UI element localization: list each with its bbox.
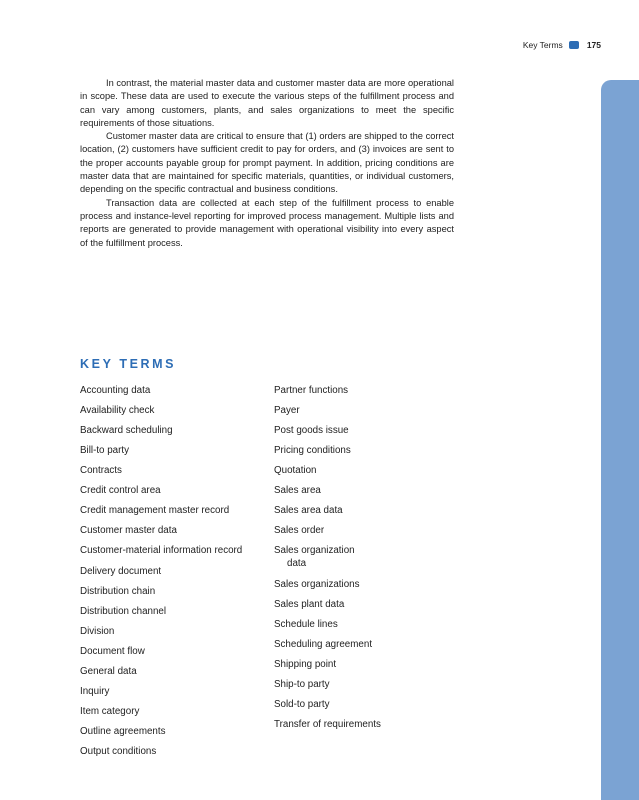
key-term: Payer [274, 405, 300, 416]
key-term: Bill-to party [80, 445, 129, 456]
side-tab [601, 80, 639, 800]
key-term: Shipping point [274, 659, 337, 670]
key-term: Schedule lines [274, 619, 338, 630]
key-term: Output conditions [80, 746, 157, 757]
key-term-line: Sales organization [274, 545, 355, 556]
key-term: Sales organizations [274, 579, 360, 590]
key-term: Partner functions [274, 385, 349, 396]
key-term: Document flow [80, 646, 145, 657]
key-term [274, 544, 384, 570]
key-term: Distribution channel [80, 606, 167, 617]
paragraph: Transaction data are collected at each step of the fulfillment process to enable process and instance-level reporting for improved process management. Multiple lists and reports are generated to provide management with operational visibility into every aspect of the fulfillment process. [80, 197, 454, 248]
key-term: Post goods issue [274, 425, 349, 436]
key-term: Quotation [274, 465, 317, 476]
key-term: General data [80, 666, 137, 677]
paragraph: In contrast, the material master data and customer master data are more operational in scope. These data are used to execute the various steps of the fulfillment process and can vary among customers, plants, and sales organizations to meet the specific requirements of those situations. [80, 78, 454, 128]
key-term: Sales area [274, 485, 321, 496]
key-term: Distribution chain [80, 586, 156, 597]
paragraph: Customer master data are critical to ensure that (1) orders are shipped to the correct location, (2) customers have sufficient credit to pay for orders, and (3) invoices are sent to the proper accounts payable group for prompt payment. In addition, pricing conditions are master data that are maintained for specific materials, quantities, or individual customers, depending on the specific contractual and business conditions. [80, 131, 454, 195]
key-term: Item category [80, 706, 140, 717]
key-term: Ship-to party [274, 679, 330, 690]
key-term: Transfer of requirements [274, 719, 381, 730]
key-term: Availability check [80, 405, 155, 416]
key-term: Backward scheduling [80, 425, 173, 436]
key-term: Division [80, 626, 115, 637]
section-title: Key Terms [522, 40, 563, 50]
key-term: Customer master data [80, 525, 177, 536]
section-marker [569, 41, 579, 49]
key-term: Pricing conditions [274, 445, 351, 456]
body-text [80, 77, 454, 250]
key-term: Credit control area [80, 485, 161, 496]
key-term: Accounting data [80, 385, 151, 396]
page-header [523, 40, 601, 50]
key-term: Sales plant data [274, 599, 345, 610]
key-term: Customer-material information record [80, 545, 243, 556]
key-term: Credit management master record [80, 505, 230, 516]
key-term: Sales order [274, 525, 325, 536]
key-term: Delivery document [80, 566, 162, 577]
key-term-continuation: data [287, 558, 307, 569]
key-term: Inquiry [80, 686, 110, 697]
key-term: Outline agreements [80, 726, 166, 737]
key-term: Sold-to party [274, 699, 330, 710]
page-number: 175 [586, 40, 601, 50]
key-term: Contracts [80, 465, 122, 476]
key-terms-title: KEY TERMS [80, 357, 177, 371]
key-term: Scheduling agreement [274, 639, 373, 650]
key-term: Sales area data [274, 505, 343, 516]
